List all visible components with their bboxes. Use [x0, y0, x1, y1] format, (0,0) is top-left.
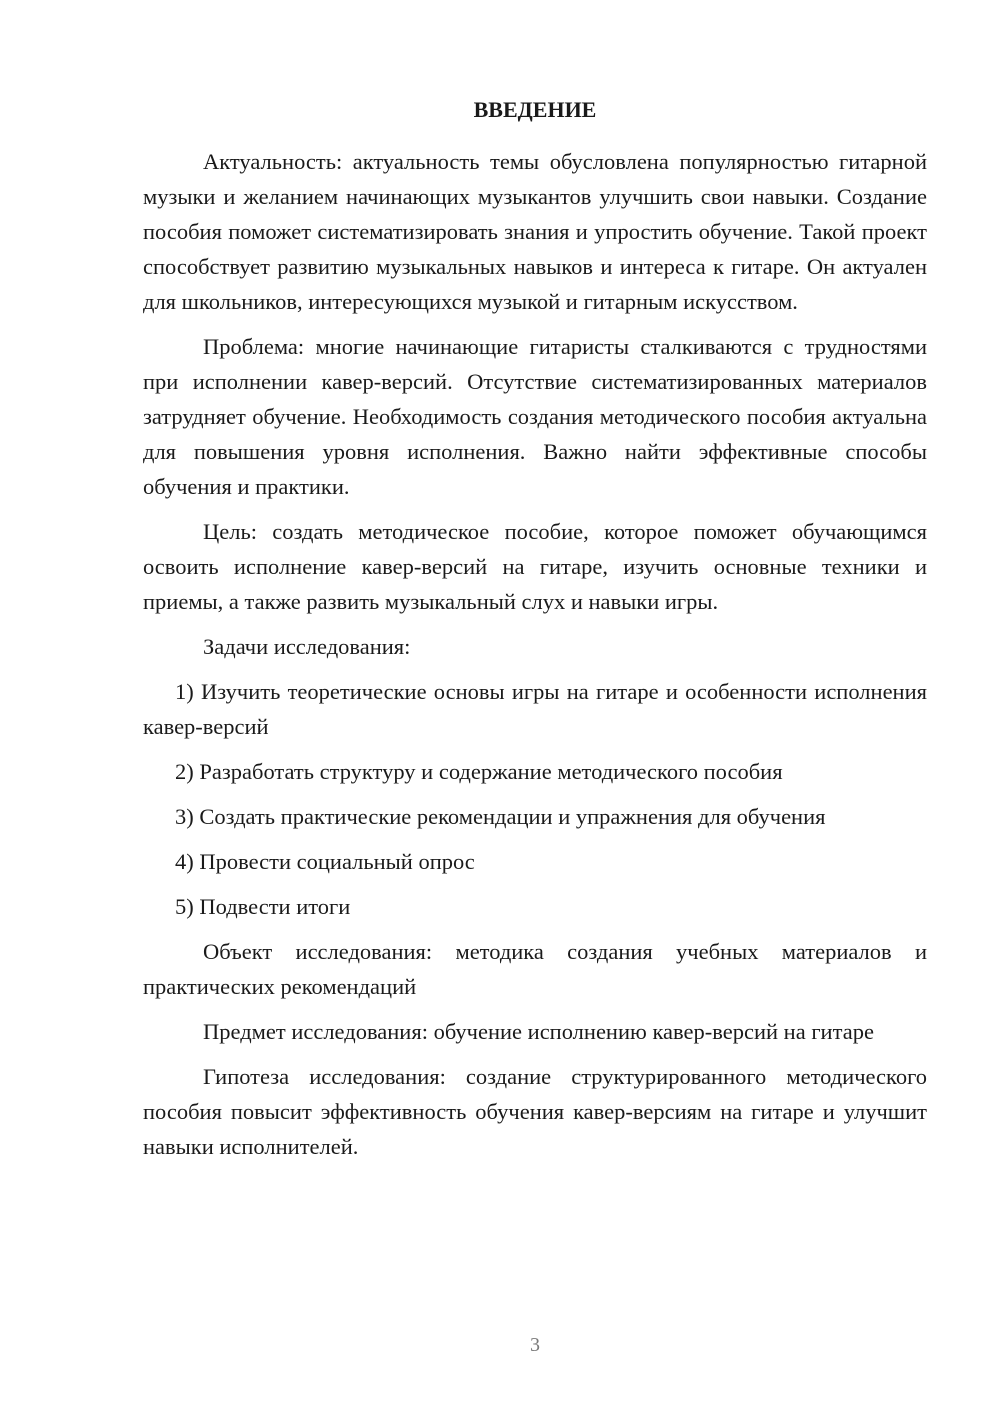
page-content — [143, 94, 927, 1174]
subject-paragraph: Предмет исследования: обучение исполнению кавер-версий на гитаре — [203, 1019, 874, 1044]
hypothesis-paragraph: Гипотеза исследования: создание структурированного методического пособия повысит эффективность обучения кавер-версиям на гитаре и улучшит навыки исполнителей. — [143, 1064, 927, 1159]
goal-paragraph: Цель: создать методическое пособие, которое поможет обучающимся освоить исполнение кавер-версий на гитаре, изучить основные техники и приемы, а также развить музыкальный слух и навыки игры. — [143, 519, 927, 614]
section-heading: ВВЕДЕНИЕ — [473, 97, 597, 122]
page-number: 3 — [530, 1334, 540, 1356]
object-paragraph: Объект исследования: методика создания учебных материалов и практических рекомендаций — [143, 939, 927, 999]
task-item: 4) Провести социальный опрос — [175, 849, 475, 874]
problem-paragraph: Проблема: многие начинающие гитаристы сталкиваются с трудностями при исполнении кавер-версий. Отсутствие систематизированных материалов затрудняет обучение. Необходимость создания методического пособия актуальна для повышения уровня исполнения. Важно найти эффективные способы обучения и практики. — [143, 334, 927, 499]
task-item: 5) Подвести итоги — [175, 894, 351, 919]
tasks-list — [143, 674, 927, 924]
task-item: 1) Изучить теоретические основы игры на гитаре и особенности исполнения кавер-версий — [143, 679, 927, 739]
tasks-title: Задачи исследования: — [203, 634, 411, 659]
task-item: 2) Разработать структуру и содержание методического пособия — [175, 759, 783, 784]
relevance-paragraph: Актуальность: актуальность темы обусловлена популярностью гитарной музыки и желанием начинающих музыкантов улучшить свои навыки. Создание пособия поможет систематизировать знания и упростить обучение. Такой проект способствует развитию музыкальных навыков и интереса к гитаре. Он актуален для школьников, интересующихся музыкой и гитарным искусством. — [143, 149, 927, 314]
task-item: 3) Создать практические рекомендации и упражнения для обучения — [175, 804, 826, 829]
